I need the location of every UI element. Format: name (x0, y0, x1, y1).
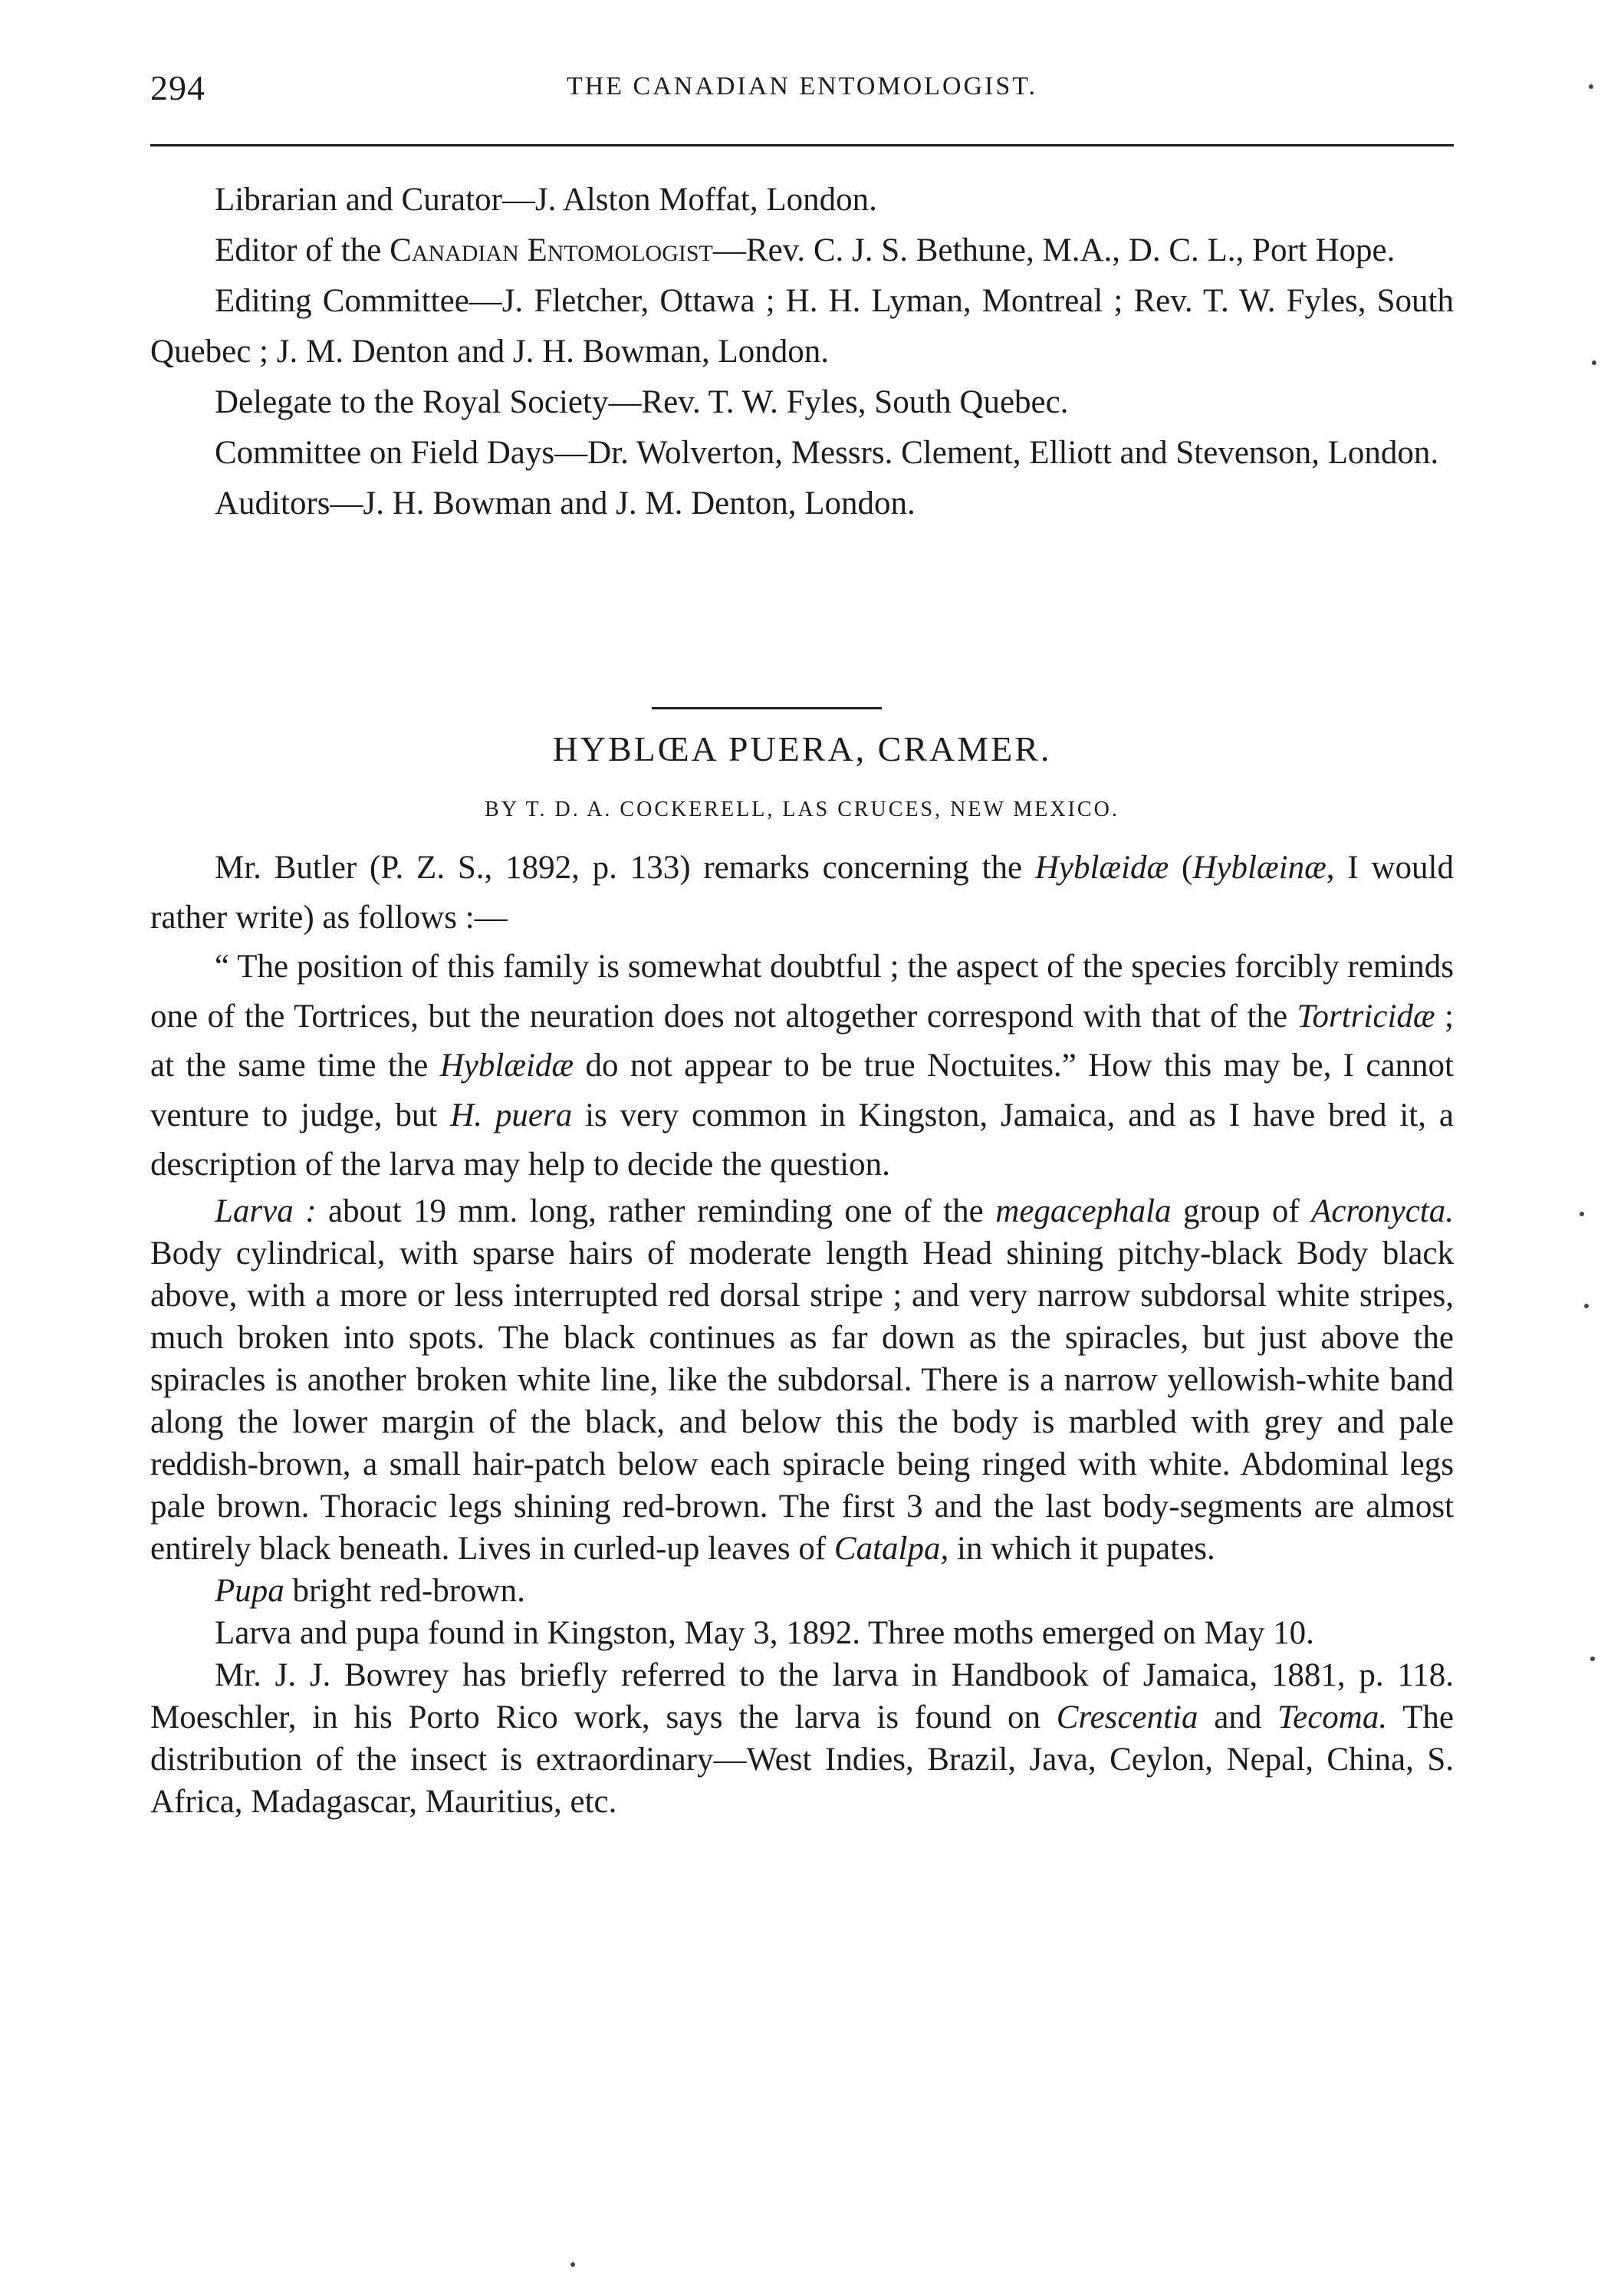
officer-entry: Editor of the Canadian Entomologist—Rev. C. J. S. Bethune, M.A., D. C. L., Port Hope. (215, 232, 1396, 268)
officer-entry: Auditors—J. H. Bowman and J. M. Denton, London. (215, 485, 916, 521)
scan-speck (1589, 84, 1593, 89)
running-title: THE CANADIAN ENTOMOLOGIST. (566, 72, 1038, 100)
paragraph: “ The position of this family is somewhat doubtful ; the aspect of the species forcibly reminds one of the Tortrices, but the neuration does not altogether correspond with that of the Tortricidæ ; at the same time the Hyblæidæ do not appear to be true Noctuites.” How this may be, I cannot venture to judge, but H. puera is very common in Kingston, Jamaica, and as I have bred it, a description of the larva may help to decide the question. (150, 949, 1454, 1183)
paragraph: Mr. Butler (P. Z. S., 1892, p. 133) remarks concerning the Hyblæidæ (Hyblæinæ, I would rather write) as follows :— (150, 850, 1454, 936)
scan-speck (570, 2262, 575, 2267)
scan-speck (1590, 1656, 1595, 1661)
paragraph: Larva and pupa found in Kingston, May 3, 1892. Three moths emerged on May 10. (215, 1614, 1314, 1651)
page-number: 294 (150, 68, 205, 107)
officer-entry: Committee on Field Days—Dr. Wolverton, Messrs. Clement, Elliott and Stevenson, London. (215, 435, 1439, 471)
article-title: HYBLŒA PUERA, CRAMER. (552, 729, 1052, 768)
officers-list (150, 175, 1454, 529)
article-body (150, 844, 1454, 1823)
officer-entry: Editing Committee—J. Fletcher, Ottawa ; H. H. Lyman, Montreal ; Rev. T. W. Fyles, South Quebec ; J. M. Denton and J. H. Bowman, London. (150, 283, 1454, 370)
scan-speck (1592, 360, 1596, 365)
journal-name: Canadian Entomologist (390, 232, 713, 268)
officer-entry: Librarian and Curator—J. Alston Moffat, London. (215, 182, 877, 218)
paragraph: Larva : about 19 mm. long, rather reminding one of the megacephala group of Acronycta. Body cylindrical, with sparse hairs of moderate length Head shining pitchy-black Body black above, with a more or less interrupted red dorsal stripe ; and very narrow subdorsal white stripes, much broken into spots. The black continues as far down as the spiracles, but just above the spiracles is another broken white line, like the subdorsal. There is a narrow yellowish-white band along the lower margin of the black, and below this the body is marbled with grey and pale reddish-brown, a small hair-patch below each spiracle being ringed with white. Abdominal legs pale brown. Thoracic legs shining red-brown. The first 3 and the last body-segments are almost entirely black beneath. Lives in curled-up leaves of Catalpa, in which it pupates. (150, 1193, 1454, 1567)
header-rule (150, 144, 1454, 146)
page-header (150, 67, 1454, 113)
paragraph: Pupa bright red-brown. (215, 1572, 525, 1609)
scan-speck (1580, 1212, 1584, 1216)
article-byline: BY T. D. A. COCKERELL, LAS CRUCES, NEW MEXICO. (485, 798, 1119, 821)
officer-entry: Delegate to the Royal Society—Rev. T. W. Fyles, South Quebec. (215, 384, 1069, 420)
scan-speck (1584, 1304, 1589, 1308)
section-divider (652, 707, 882, 709)
paragraph: Mr. J. J. Bowrey has briefly referred to the larva in Handbook of Jamaica, 1881, p. 118. Moeschler, in his Porto Rico work, says the larva is found on Crescentia and Tecoma. The distribution of the insect is extraordinary—West Indies, Brazil, Java, Ceylon, Nepal, China, S. Africa, Madagascar, Mauritius, etc. (150, 1656, 1454, 1820)
